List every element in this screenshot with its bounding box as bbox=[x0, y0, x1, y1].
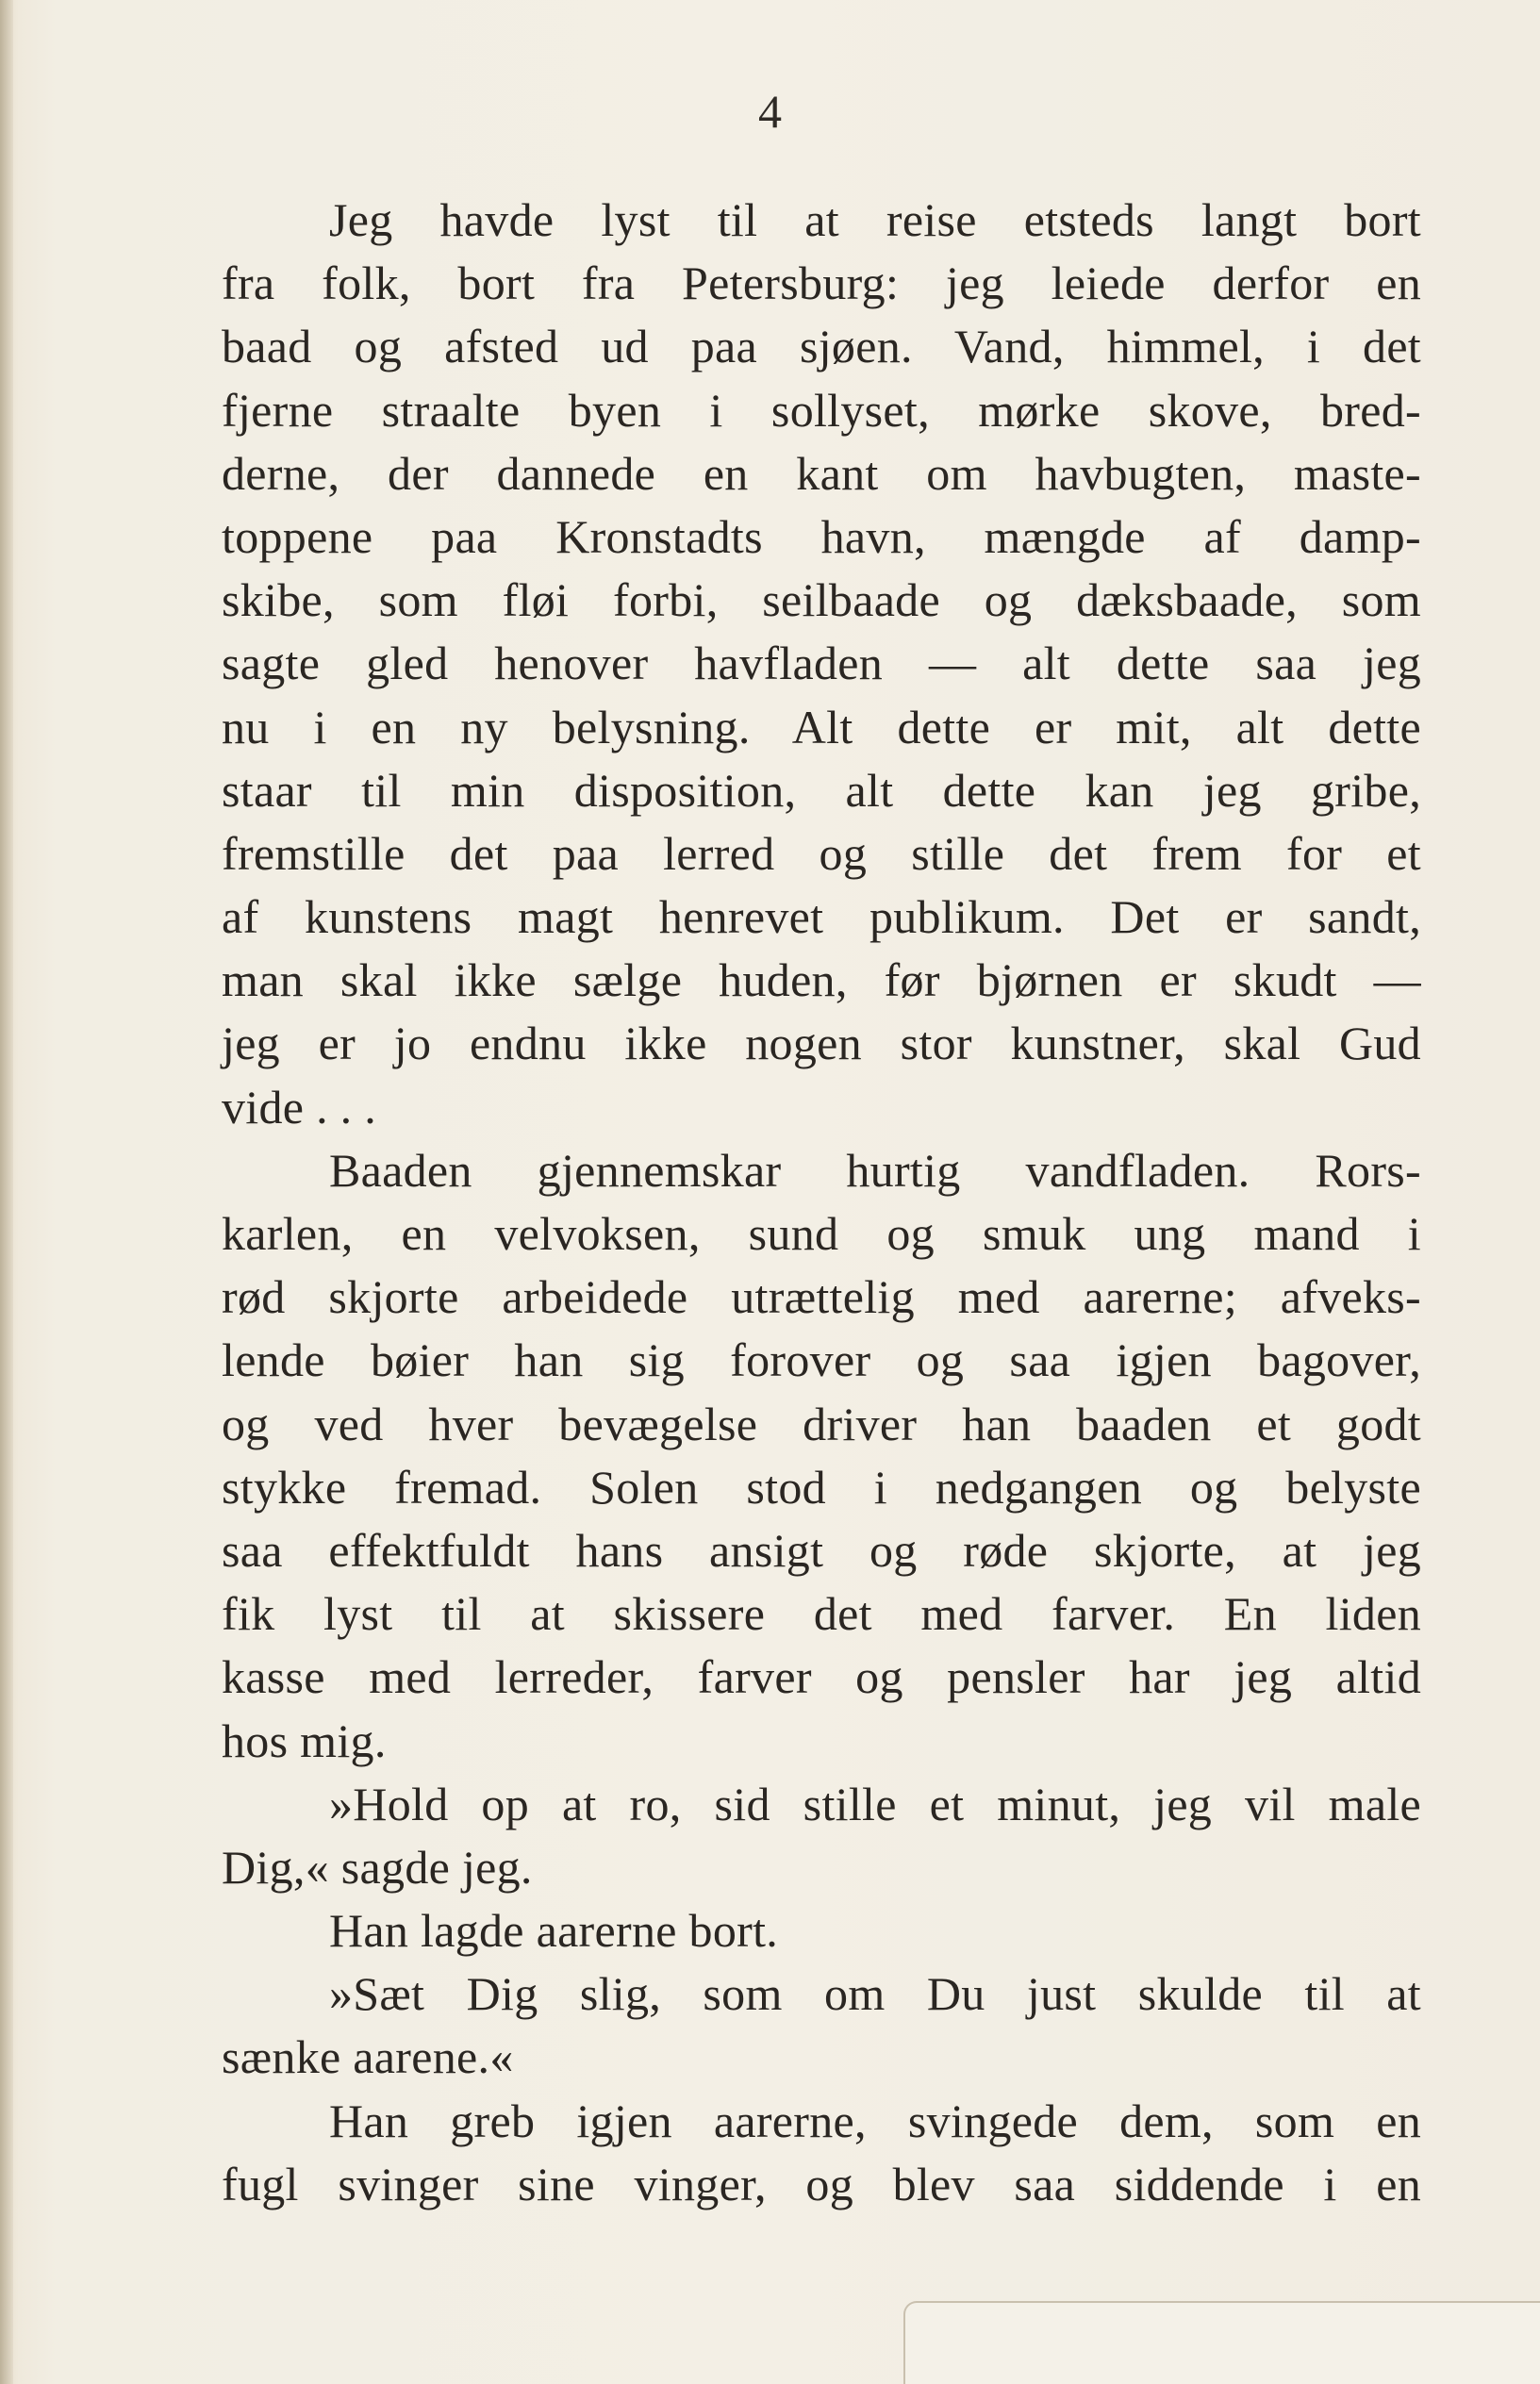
text-line: sagte gled henover havfladen — alt dette saa jeg bbox=[222, 637, 1421, 690]
text-line: kasse med lerreder, farver og pensler har jeg altid bbox=[222, 1650, 1421, 1704]
text-line: staar til min disposition, alt dette kan jeg gribe, bbox=[222, 763, 1421, 817]
text-line: derne, der dannede en kant om havbugten, maste- bbox=[222, 446, 1421, 500]
text-line: rød skjorte arbeidede utrættelig med aarerne; afveks- bbox=[222, 1270, 1421, 1324]
text-line: fremstille det paa lerred og stille det frem for et bbox=[222, 826, 1421, 880]
text-line: fugl svinger sine vinger, og blev saa siddende i en bbox=[222, 2157, 1421, 2210]
text-line: hos mig. bbox=[222, 1714, 387, 1767]
text-line: sænke aarene.« bbox=[222, 2030, 514, 2084]
text-line: saa effektfuldt hans ansigt og røde skjorte, at jeg bbox=[222, 1523, 1421, 1577]
text-line: Han lagde aarerne bort. bbox=[329, 1904, 779, 1958]
body-text bbox=[222, 189, 1421, 2216]
text-line: karlen, en velvoksen, sund og smuk ung mand i bbox=[222, 1207, 1421, 1260]
text-line: Baaden gjennemskar hurtig vandfladen. Rors- bbox=[329, 1143, 1421, 1197]
text-line: baad og afsted ud paa sjøen. Vand, himmel, i det bbox=[222, 320, 1421, 373]
text-line: jeg er jo endnu ikke nogen stor kunstner, skal Gud bbox=[222, 1017, 1421, 1070]
text-line: lende bøier han sig forover og saa igjen bagover, bbox=[222, 1333, 1421, 1387]
text-line: »Sæt Dig slig, som om Du just skulde til at bbox=[329, 1967, 1421, 2021]
text-line: af kunstens magt henrevet publikum. Det er sandt, bbox=[222, 890, 1421, 944]
text-line: »Hold op at ro, sid stille et minut, jeg vil male bbox=[329, 1777, 1421, 1830]
text-line: nu i en ny belysning. Alt dette er mit, alt dette bbox=[222, 700, 1421, 753]
text-line: og ved hver bevægelse driver han baaden et godt bbox=[222, 1397, 1421, 1450]
inserted-sheet-edge bbox=[903, 2301, 1540, 2384]
text-line: man skal ikke sælge huden, før bjørnen er skudt — bbox=[222, 953, 1421, 1007]
text-line: stykke fremad. Solen stod i nedgangen og belyste bbox=[222, 1460, 1421, 1514]
text-line: fik lyst til at skissere det med farver. En liden bbox=[222, 1587, 1421, 1641]
text-line: Han greb igjen aarerne, svingede dem, som en bbox=[329, 2094, 1421, 2147]
text-line: Dig,« sagde jeg. bbox=[222, 1840, 533, 1894]
text-line: vide . . . bbox=[222, 1080, 377, 1134]
page-number: 4 bbox=[758, 85, 782, 138]
text-line: toppene paa Kronstadts havn, mængde af damp- bbox=[222, 509, 1421, 563]
text-line: fjerne straalte byen i sollyset, mørke skove, bred- bbox=[222, 383, 1421, 437]
text-line: skibe, som fløi forbi, seilbaade og dæksbaade, som bbox=[222, 573, 1421, 627]
page-gutter-shadow bbox=[0, 0, 13, 2384]
text-line: fra folk, bort fra Petersburg: jeg leiede derfor en bbox=[222, 257, 1421, 310]
text-line: Jeg havde lyst til at reise etsteds langt bort bbox=[329, 193, 1421, 246]
